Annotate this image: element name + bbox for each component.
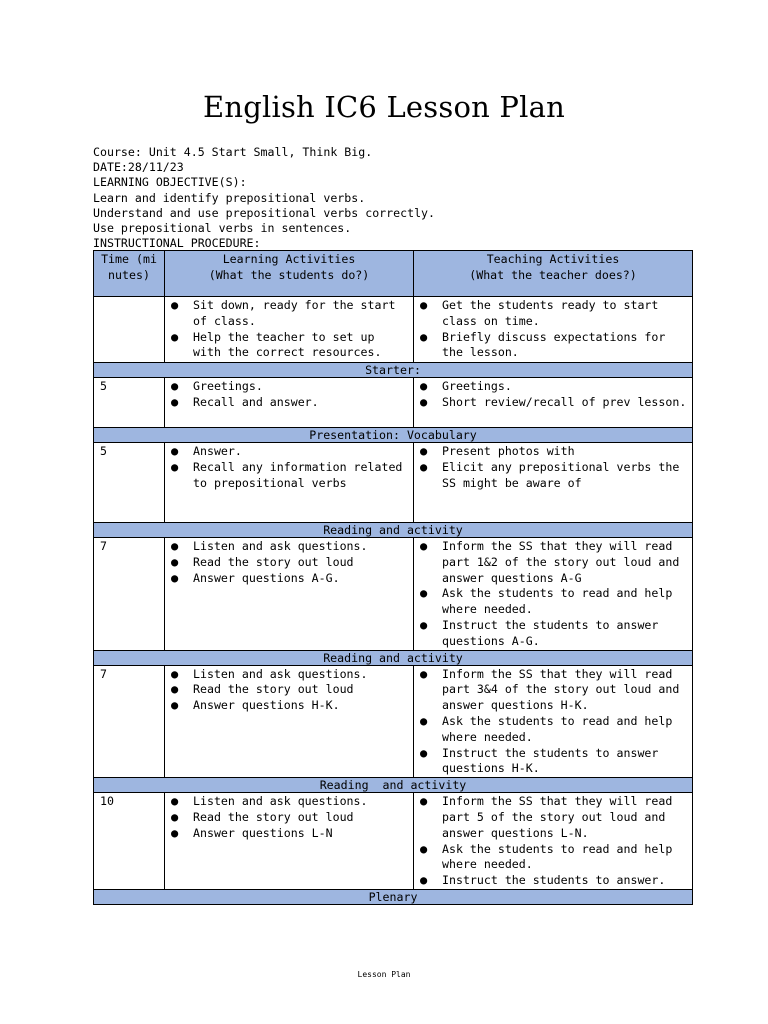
bullet-icon: ● — [171, 554, 179, 569]
learning-cell — [165, 297, 414, 363]
teaching-cell — [414, 538, 693, 651]
bullet-icon: ● — [420, 713, 428, 728]
objective-item: Learn and identify prepositional verbs. — [93, 190, 366, 205]
list-item: ● Instruct the students to answer questions H-K. — [420, 745, 659, 776]
list-item: ● Instruct the students to answer questions A-G. — [420, 617, 659, 648]
list-item: ● Elicit any prepositional verbs the SS might be aware of — [420, 459, 680, 490]
section-header-row — [94, 363, 693, 378]
bullet-icon: ● — [171, 298, 179, 312]
section-label: Reading and activity — [94, 523, 693, 538]
list-item: ● Listen and ask questions. — [171, 794, 368, 809]
bullet-icon: ● — [171, 539, 179, 553]
bullet-icon: ● — [420, 873, 428, 888]
table-row — [94, 665, 693, 778]
list-item: ● Greetings. — [420, 379, 512, 393]
teaching-cell — [414, 665, 693, 778]
learning-cell — [165, 665, 414, 778]
header-learning: Learning Activities (What the students do?) — [165, 251, 414, 297]
table-row — [94, 793, 693, 890]
learning-cell — [165, 378, 414, 428]
bullet-icon: ● — [171, 394, 179, 409]
header-time: Time (minutes) — [94, 251, 165, 297]
list-item: ● Answer questions L-N — [171, 825, 333, 840]
objective-heading: LEARNING OBJECTIVE(S): — [93, 175, 247, 190]
bullet-icon: ● — [171, 698, 179, 713]
bullet-icon: ● — [420, 379, 428, 393]
section-label: Reading and activity — [94, 778, 693, 793]
bullet-icon: ● — [171, 379, 179, 393]
list-item: ● Present photos with — [420, 444, 575, 458]
teaching-activities-list — [414, 793, 692, 889]
learning-activities-list — [165, 443, 413, 491]
table-header-row — [94, 251, 693, 297]
time-cell: 10 — [94, 793, 165, 890]
section-header-row — [94, 778, 693, 793]
list-item: ● Recall any information related to prepositional verbs — [171, 459, 403, 490]
list-item: ● Read the story out loud — [171, 682, 354, 697]
section-label: Starter: — [94, 363, 693, 378]
list-item: ● Recall and answer. — [171, 394, 319, 409]
bullet-icon: ● — [420, 841, 428, 856]
learning-cell — [165, 793, 414, 890]
learning-activities-list — [165, 538, 413, 586]
list-item: ● Ask the students to read and help where needed. — [420, 841, 673, 872]
teaching-activities-list — [414, 297, 692, 361]
teaching-cell — [414, 793, 693, 890]
course-line: Course: Unit 4.5 Start Small, Think Big. — [93, 145, 373, 159]
section-label: Presentation: Vocabulary — [94, 428, 693, 443]
date-line: DATE:28/11/23 — [93, 160, 184, 175]
learning-activities-list — [165, 297, 413, 361]
bullet-icon: ● — [420, 394, 428, 409]
list-item: ● Inform the SS that they will read part 1&2 of the story out loud and answer questions A-G — [420, 539, 680, 585]
bullet-icon: ● — [171, 444, 179, 458]
bullet-icon: ● — [171, 794, 179, 809]
list-item: ● Briefly discuss expectations for the lesson. — [420, 329, 666, 360]
table-row — [94, 297, 693, 363]
list-item: ● Ask the students to read and help where needed. — [420, 586, 673, 617]
list-item: ● Read the story out loud — [171, 554, 354, 569]
teaching-activities-list — [414, 538, 692, 650]
learning-activities-list — [165, 378, 413, 411]
bullet-icon: ● — [420, 539, 428, 553]
teaching-activities-list — [414, 443, 692, 491]
bullet-icon: ● — [171, 329, 179, 344]
list-item: ● Short review/recall of prev lesson. — [420, 394, 687, 409]
bullet-icon: ● — [171, 825, 179, 840]
bullet-icon: ● — [171, 459, 179, 474]
table-row — [94, 443, 693, 523]
teaching-cell — [414, 378, 693, 428]
list-item: ● Get the students ready to start class on time. — [420, 298, 659, 328]
learning-cell — [165, 538, 414, 651]
bullet-icon: ● — [171, 809, 179, 824]
section-label: Reading and activity — [94, 650, 693, 665]
table-row — [94, 378, 693, 428]
time-cell: 7 — [94, 538, 165, 651]
list-item: ● Answer questions H-K. — [171, 698, 340, 713]
bullet-icon: ● — [171, 682, 179, 697]
learning-activities-list — [165, 793, 413, 841]
list-item: ● Instruct the students to answer. — [420, 873, 666, 888]
section-label: Plenary — [94, 889, 693, 904]
section-header-row — [94, 650, 693, 665]
bullet-icon: ● — [420, 444, 428, 458]
header-teaching: Teaching Activities (What the teacher does?) — [414, 251, 693, 297]
bullet-icon: ● — [420, 794, 428, 809]
list-item: ● Sit down, ready for the start of class. — [171, 298, 396, 328]
list-item: ● Listen and ask questions. — [171, 666, 368, 681]
teaching-activities-list — [414, 666, 692, 778]
teaching-activities-list — [414, 378, 692, 411]
list-item: ● Greetings. — [171, 379, 263, 393]
page-title: English IC6 Lesson Plan — [203, 90, 565, 124]
procedure-heading: INSTRUCTIONAL PROCEDURE: — [93, 236, 261, 251]
bullet-icon: ● — [420, 745, 428, 760]
section-header-row — [94, 889, 693, 904]
bullet-icon: ● — [420, 617, 428, 632]
learning-activities-list — [165, 666, 413, 714]
lesson-plan-table — [93, 250, 693, 905]
objective-item: Understand and use prepositional verbs correctly. — [93, 205, 436, 220]
section-header-row — [94, 428, 693, 443]
list-item: ● Help the teacher to set up with the correct resources. — [171, 329, 382, 360]
table-row — [94, 538, 693, 651]
lesson-meta — [93, 145, 693, 251]
time-cell: 5 — [94, 443, 165, 523]
objective-item: Use prepositional verbs in sentences. — [93, 221, 352, 236]
list-item: ● Inform the SS that they will read part 5 of the story out loud and answer questions L-N. — [420, 794, 673, 840]
bullet-icon: ● — [420, 586, 428, 601]
bullet-icon: ● — [420, 459, 428, 474]
bullet-icon: ● — [420, 666, 428, 681]
list-item: ● Ask the students to read and help where needed. — [420, 713, 673, 744]
learning-cell — [165, 443, 414, 523]
list-item: ● Answer. — [171, 444, 242, 458]
list-item: ● Inform the SS that they will read part 3&4 of the story out loud and answer questions H-K. — [420, 666, 680, 713]
time-cell: 5 — [94, 378, 165, 428]
bullet-icon: ● — [171, 570, 179, 585]
teaching-cell — [414, 297, 693, 363]
bullet-icon: ● — [171, 666, 179, 681]
section-header-row — [94, 523, 693, 538]
teaching-cell — [414, 443, 693, 523]
bullet-icon: ● — [420, 298, 428, 312]
time-cell: 7 — [94, 665, 165, 778]
page-footer: Lesson Plan — [357, 970, 411, 979]
list-item: ● Answer questions A-G. — [171, 570, 340, 585]
bullet-icon: ● — [420, 329, 428, 344]
time-cell — [94, 297, 165, 363]
list-item: ● Read the story out loud — [171, 809, 354, 824]
list-item: ● Listen and ask questions. — [171, 539, 368, 553]
